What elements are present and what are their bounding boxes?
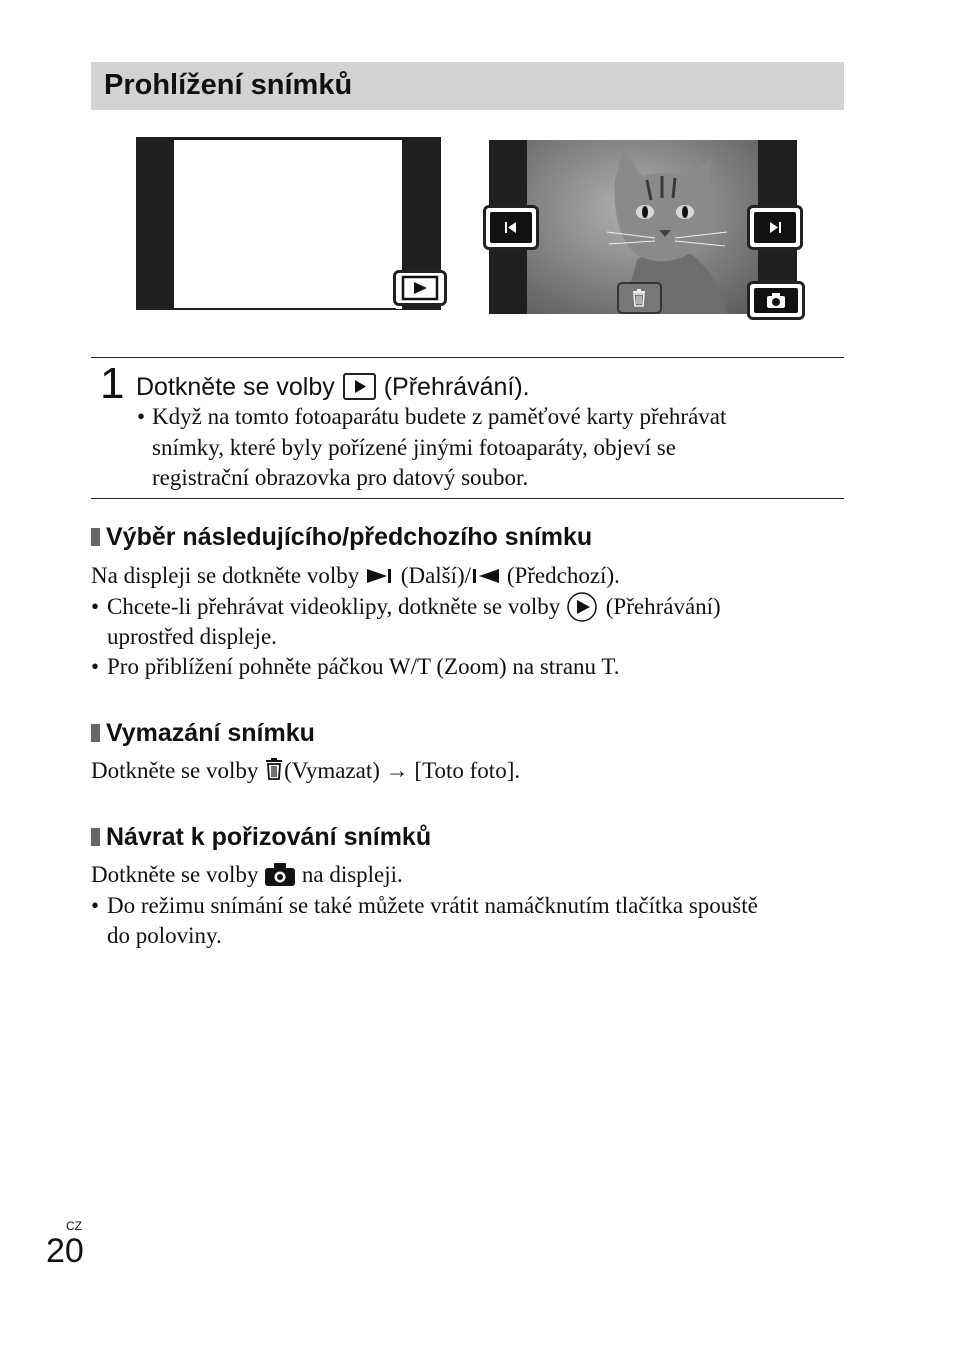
- section1-bullet-2: Pro přiblížení pohněte páčkou W/T (Zoom) na stranu T.: [107, 654, 620, 679]
- section1-bullet-1-line-1: [107, 591, 721, 622]
- heading-marker: [91, 828, 100, 846]
- step-text-after: (Přehrávání).: [383, 373, 530, 401]
- next-label: (Další)/: [400, 563, 472, 588]
- return-text-after: na displeji.: [301, 862, 403, 887]
- prev-button-illustration: [483, 205, 539, 250]
- heading-marker: [91, 528, 100, 546]
- step-text-before: Dotkněte se volby: [136, 373, 335, 401]
- section3-bullet-line-1: Do režimu snímání se také můžete vrátit namáčknutím tlačítka spouště: [107, 893, 758, 918]
- return-text: Dotkněte se volby: [91, 862, 259, 887]
- section-heading-next-prev: [91, 521, 592, 553]
- prev-icon: [471, 566, 501, 586]
- shoot-mode-button-illustration: [747, 281, 805, 320]
- delete-text: Dotkněte se volby: [91, 758, 259, 783]
- step-note-bullet: •: [137, 404, 146, 429]
- section-heading-text: Návrat k pořizování snímků: [106, 823, 432, 851]
- next-icon: [365, 566, 395, 586]
- section-heading-return: [91, 821, 431, 853]
- next-icon: [754, 212, 796, 243]
- section3-text: [91, 859, 403, 890]
- bullet-text-after: (Přehrávání): [605, 594, 721, 619]
- divider: [136, 308, 396, 309]
- play-icon: [396, 273, 444, 303]
- section-heading-text: Výběr následujícího/předchozího snímku: [106, 523, 593, 551]
- playback-button-illustration: [393, 270, 447, 306]
- trash-icon: [619, 284, 660, 312]
- page-language: CZ: [66, 1219, 82, 1233]
- step-note-line-2: snímky, které byly pořízené jinými fotoaparáty, objeví se: [152, 435, 676, 460]
- camera-screen-1-display: [174, 140, 402, 309]
- section-heading-delete: [91, 717, 315, 749]
- step-number: 1: [100, 359, 125, 408]
- arrow-icon: →: [385, 758, 409, 783]
- delete-label: (Vymazat): [284, 758, 380, 783]
- delete-button-illustration: [617, 282, 662, 314]
- step-note-line-3: registrační obrazovka pro datový soubor.: [152, 465, 529, 490]
- bullet-mark: •: [91, 594, 100, 619]
- bullet-mark: •: [91, 654, 100, 679]
- page-title: Prohlížení snímků: [104, 69, 353, 101]
- step-note-line-1: Když na tomto fotoaparátu budete z paměťové karty přehrávat: [152, 404, 727, 429]
- prev-icon: [490, 212, 532, 243]
- rule-top: [91, 357, 844, 358]
- section1-intro: [91, 560, 620, 591]
- play-icon: [343, 373, 376, 400]
- section1-bullet-1-line-2: uprostřed displeje.: [107, 624, 277, 649]
- prev-label: (Předchozí).: [506, 563, 620, 588]
- bullet-mark: •: [91, 893, 100, 918]
- page-number: 20: [46, 1232, 84, 1270]
- camera-icon: [264, 861, 296, 887]
- section-heading-text: Vymazání snímku: [106, 719, 315, 747]
- delete-option: [Toto foto].: [414, 758, 521, 783]
- section2-text: [91, 755, 520, 786]
- intro-text: Na displeji se dotkněte volby: [91, 563, 360, 588]
- step-instruction: [136, 370, 530, 404]
- next-button-illustration: [747, 205, 803, 250]
- rule-bottom: [91, 498, 844, 499]
- camera-icon: [754, 288, 798, 313]
- bullet-text: Chcete-li přehrávat videoklipy, dotkněte se volby: [107, 594, 561, 619]
- section3-bullet-line-2: do poloviny.: [107, 923, 222, 948]
- play-icon: [566, 592, 600, 622]
- trash-icon: [264, 757, 284, 781]
- heading-marker: [91, 724, 100, 742]
